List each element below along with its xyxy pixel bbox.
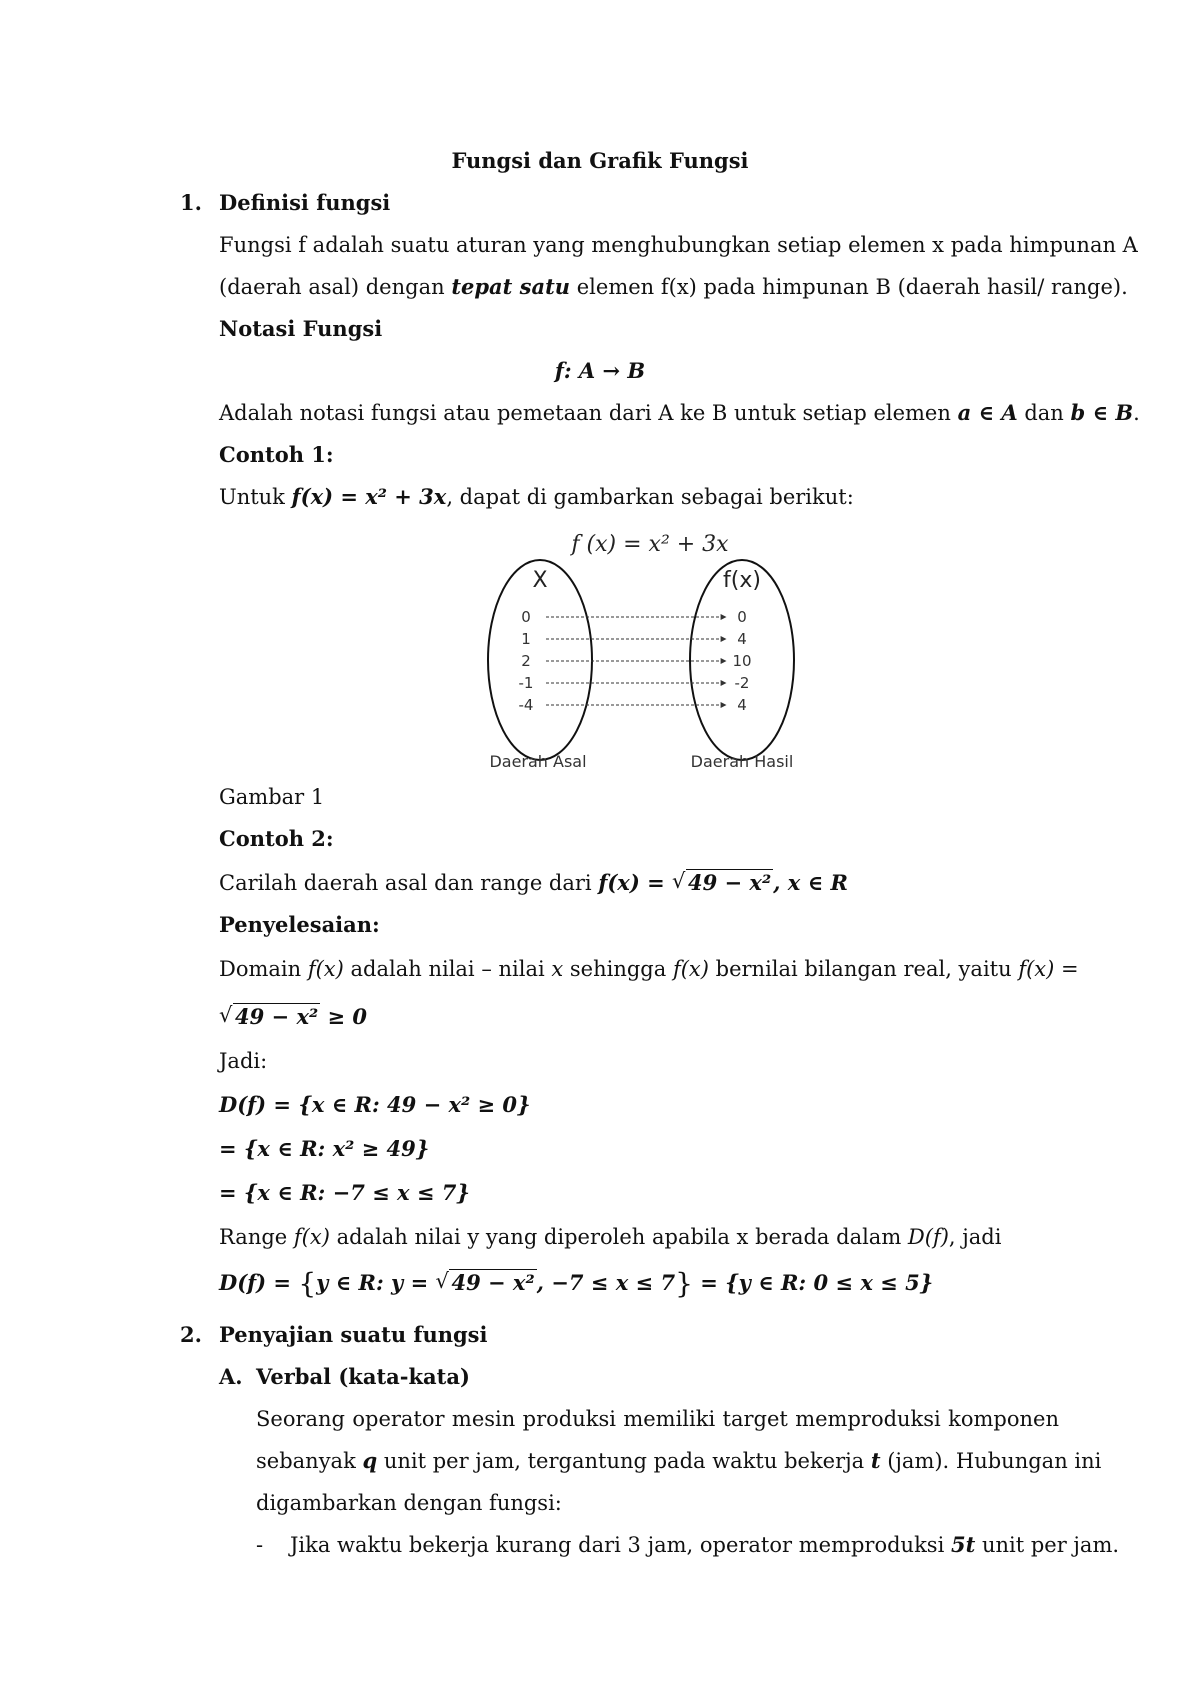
text-segment: unit per jam. xyxy=(975,1533,1120,1557)
text-segment: (jam). Hubungan ini xyxy=(880,1449,1102,1473)
definition-line-1: Fungsi f adalah suatu aturan yang menghubungkan setiap elemen x pada himpunan A xyxy=(219,233,1138,257)
brace-close-glyph: } xyxy=(675,1267,693,1300)
domain-set-line-3: = {x ∈ R: −7 ≤ x ≤ 7} xyxy=(219,1180,470,1205)
range-value: 4 xyxy=(737,696,747,714)
range-text xyxy=(219,1222,1001,1252)
text-segment: , jadi xyxy=(948,1225,1002,1249)
sqrt-expression xyxy=(435,1268,536,1298)
math-inline: f(x) xyxy=(672,957,709,981)
text-segment: (daerah asal) dengan xyxy=(219,275,452,299)
jadi-text: Jadi: xyxy=(219,1049,268,1073)
text-segment: Domain xyxy=(219,957,308,981)
bullet-dash: - xyxy=(256,1533,264,1557)
bullet-text xyxy=(290,1530,1119,1560)
emphasis-text: tepat satu xyxy=(451,274,571,299)
example-1-text xyxy=(219,482,854,512)
domain-value: -1 xyxy=(518,674,534,692)
range-label: f(x) xyxy=(723,568,761,593)
subsection-label: A. xyxy=(219,1364,243,1389)
document-title: Fungsi dan Grafik Fungsi xyxy=(451,148,749,173)
paragraph-line-2 xyxy=(256,1446,1102,1476)
text-segment: . xyxy=(1133,401,1140,425)
text-segment: unit per jam, tergantung pada waktu bekerja xyxy=(377,1449,871,1473)
solution-heading: Penyelesaian: xyxy=(219,912,380,937)
range-value: 0 xyxy=(737,608,747,626)
text-segment: dan xyxy=(1017,401,1071,425)
domain-value: 2 xyxy=(521,652,531,670)
diagram-formula: f (x) = x² + 3x xyxy=(571,532,729,557)
domain-values xyxy=(519,608,534,714)
math-inline: t xyxy=(870,1448,881,1473)
text-segment: sehingga xyxy=(563,957,673,981)
notation-description xyxy=(219,398,1140,428)
domain-value: 0 xyxy=(521,608,531,626)
range-equation xyxy=(219,1268,933,1299)
radicand: 49 − x² xyxy=(687,870,772,895)
math-inline: a ∈ A xyxy=(957,400,1018,425)
text-segment: adalah nilai y yang diperoleh apabila x berada dalam xyxy=(329,1225,908,1249)
mapping-diagram xyxy=(480,525,820,770)
math-inline: q xyxy=(362,1448,378,1473)
text-segment: bernilai bilangan real, yaitu xyxy=(708,957,1019,981)
domain-set-line-1: D(f) = {x ∈ R: 49 − x² ≥ 0} xyxy=(219,1092,531,1117)
text-segment: elemen f(x) pada himpunan B (daerah hasil/ range). xyxy=(570,275,1128,299)
notation-formula: f: A → B xyxy=(554,358,646,383)
paragraph-line-1: Seorang operator mesin produksi memiliki target memproduksi komponen xyxy=(256,1407,1059,1431)
math-inline: y ∈ R: y = xyxy=(316,1270,436,1295)
example-2-text xyxy=(219,868,848,898)
domain-set-line-2: = {x ∈ R: x² ≥ 49} xyxy=(219,1136,430,1161)
section-number: 1. xyxy=(180,190,202,215)
domain-caption: Daerah Asal xyxy=(489,752,587,770)
mapping-arrows xyxy=(546,617,726,705)
domain-label: X xyxy=(532,568,548,593)
math-inline: , −7 ≤ x ≤ 7 xyxy=(536,1270,676,1295)
section-heading: Definisi fungsi xyxy=(219,190,391,215)
text-segment: sebanyak xyxy=(256,1449,363,1473)
text-segment: , dapat di gambarkan sebagai berikut: xyxy=(446,485,854,509)
math-inline: ≥ 0 xyxy=(320,1004,368,1029)
radicand: 49 − x² xyxy=(235,1004,319,1029)
math-inline: f(x) xyxy=(293,1225,330,1249)
math-inline: f(x) = x² + 3x xyxy=(291,484,447,509)
domain-text xyxy=(219,954,1079,984)
definition-line-2 xyxy=(219,272,1128,302)
domain-value: 1 xyxy=(521,630,531,648)
sqrt-expression xyxy=(219,1002,320,1032)
math-inline: = {y ∈ R: 0 ≤ x ≤ 5} xyxy=(692,1270,934,1295)
math-inline: f(x) xyxy=(307,957,344,981)
radicand: 49 − x² xyxy=(451,1270,535,1295)
math-inline: b ∈ B xyxy=(1070,400,1134,425)
domain-condition xyxy=(219,1002,367,1032)
math-inline: f(x) = xyxy=(598,870,672,895)
notation-heading: Notasi Fungsi xyxy=(219,316,383,341)
section-heading: Penyajian suatu fungsi xyxy=(219,1322,488,1347)
range-value: 10 xyxy=(732,652,752,670)
example-2-heading: Contoh 2: xyxy=(219,826,334,851)
math-inline: 5t xyxy=(950,1532,976,1557)
domain-value: -4 xyxy=(518,696,534,714)
text-segment: Adalah notasi fungsi atau pemetaan dari A ke B untuk setiap elemen xyxy=(219,401,958,425)
text-segment: Jika waktu bekerja kurang dari 3 jam, operator memproduksi xyxy=(290,1533,951,1557)
range-caption: Daerah Hasil xyxy=(690,752,794,770)
example-1-heading: Contoh 1: xyxy=(219,442,334,467)
math-inline: , x ∈ R xyxy=(773,870,848,895)
math-inline: x xyxy=(551,957,564,981)
math-inline: D(f) xyxy=(907,1225,949,1249)
text-segment: Range xyxy=(219,1225,294,1249)
text-segment: Carilah daerah asal dan range dari xyxy=(219,871,599,895)
math-inline: f(x) = xyxy=(1018,957,1079,981)
range-value: -2 xyxy=(734,674,750,692)
figure-caption: Gambar 1 xyxy=(219,785,325,809)
brace-open-glyph: { xyxy=(298,1267,317,1300)
text-segment: Untuk xyxy=(219,485,292,509)
sqrt-expression xyxy=(672,868,773,898)
math-inline: D(f) = xyxy=(219,1270,299,1295)
section-number: 2. xyxy=(180,1322,202,1347)
text-segment: adalah nilai – nilai xyxy=(343,957,552,981)
range-values xyxy=(732,608,751,714)
paragraph-line-3: digambarkan dengan fungsi: xyxy=(256,1491,562,1515)
subsection-heading: Verbal (kata-kata) xyxy=(256,1364,470,1389)
range-value: 4 xyxy=(737,630,747,648)
